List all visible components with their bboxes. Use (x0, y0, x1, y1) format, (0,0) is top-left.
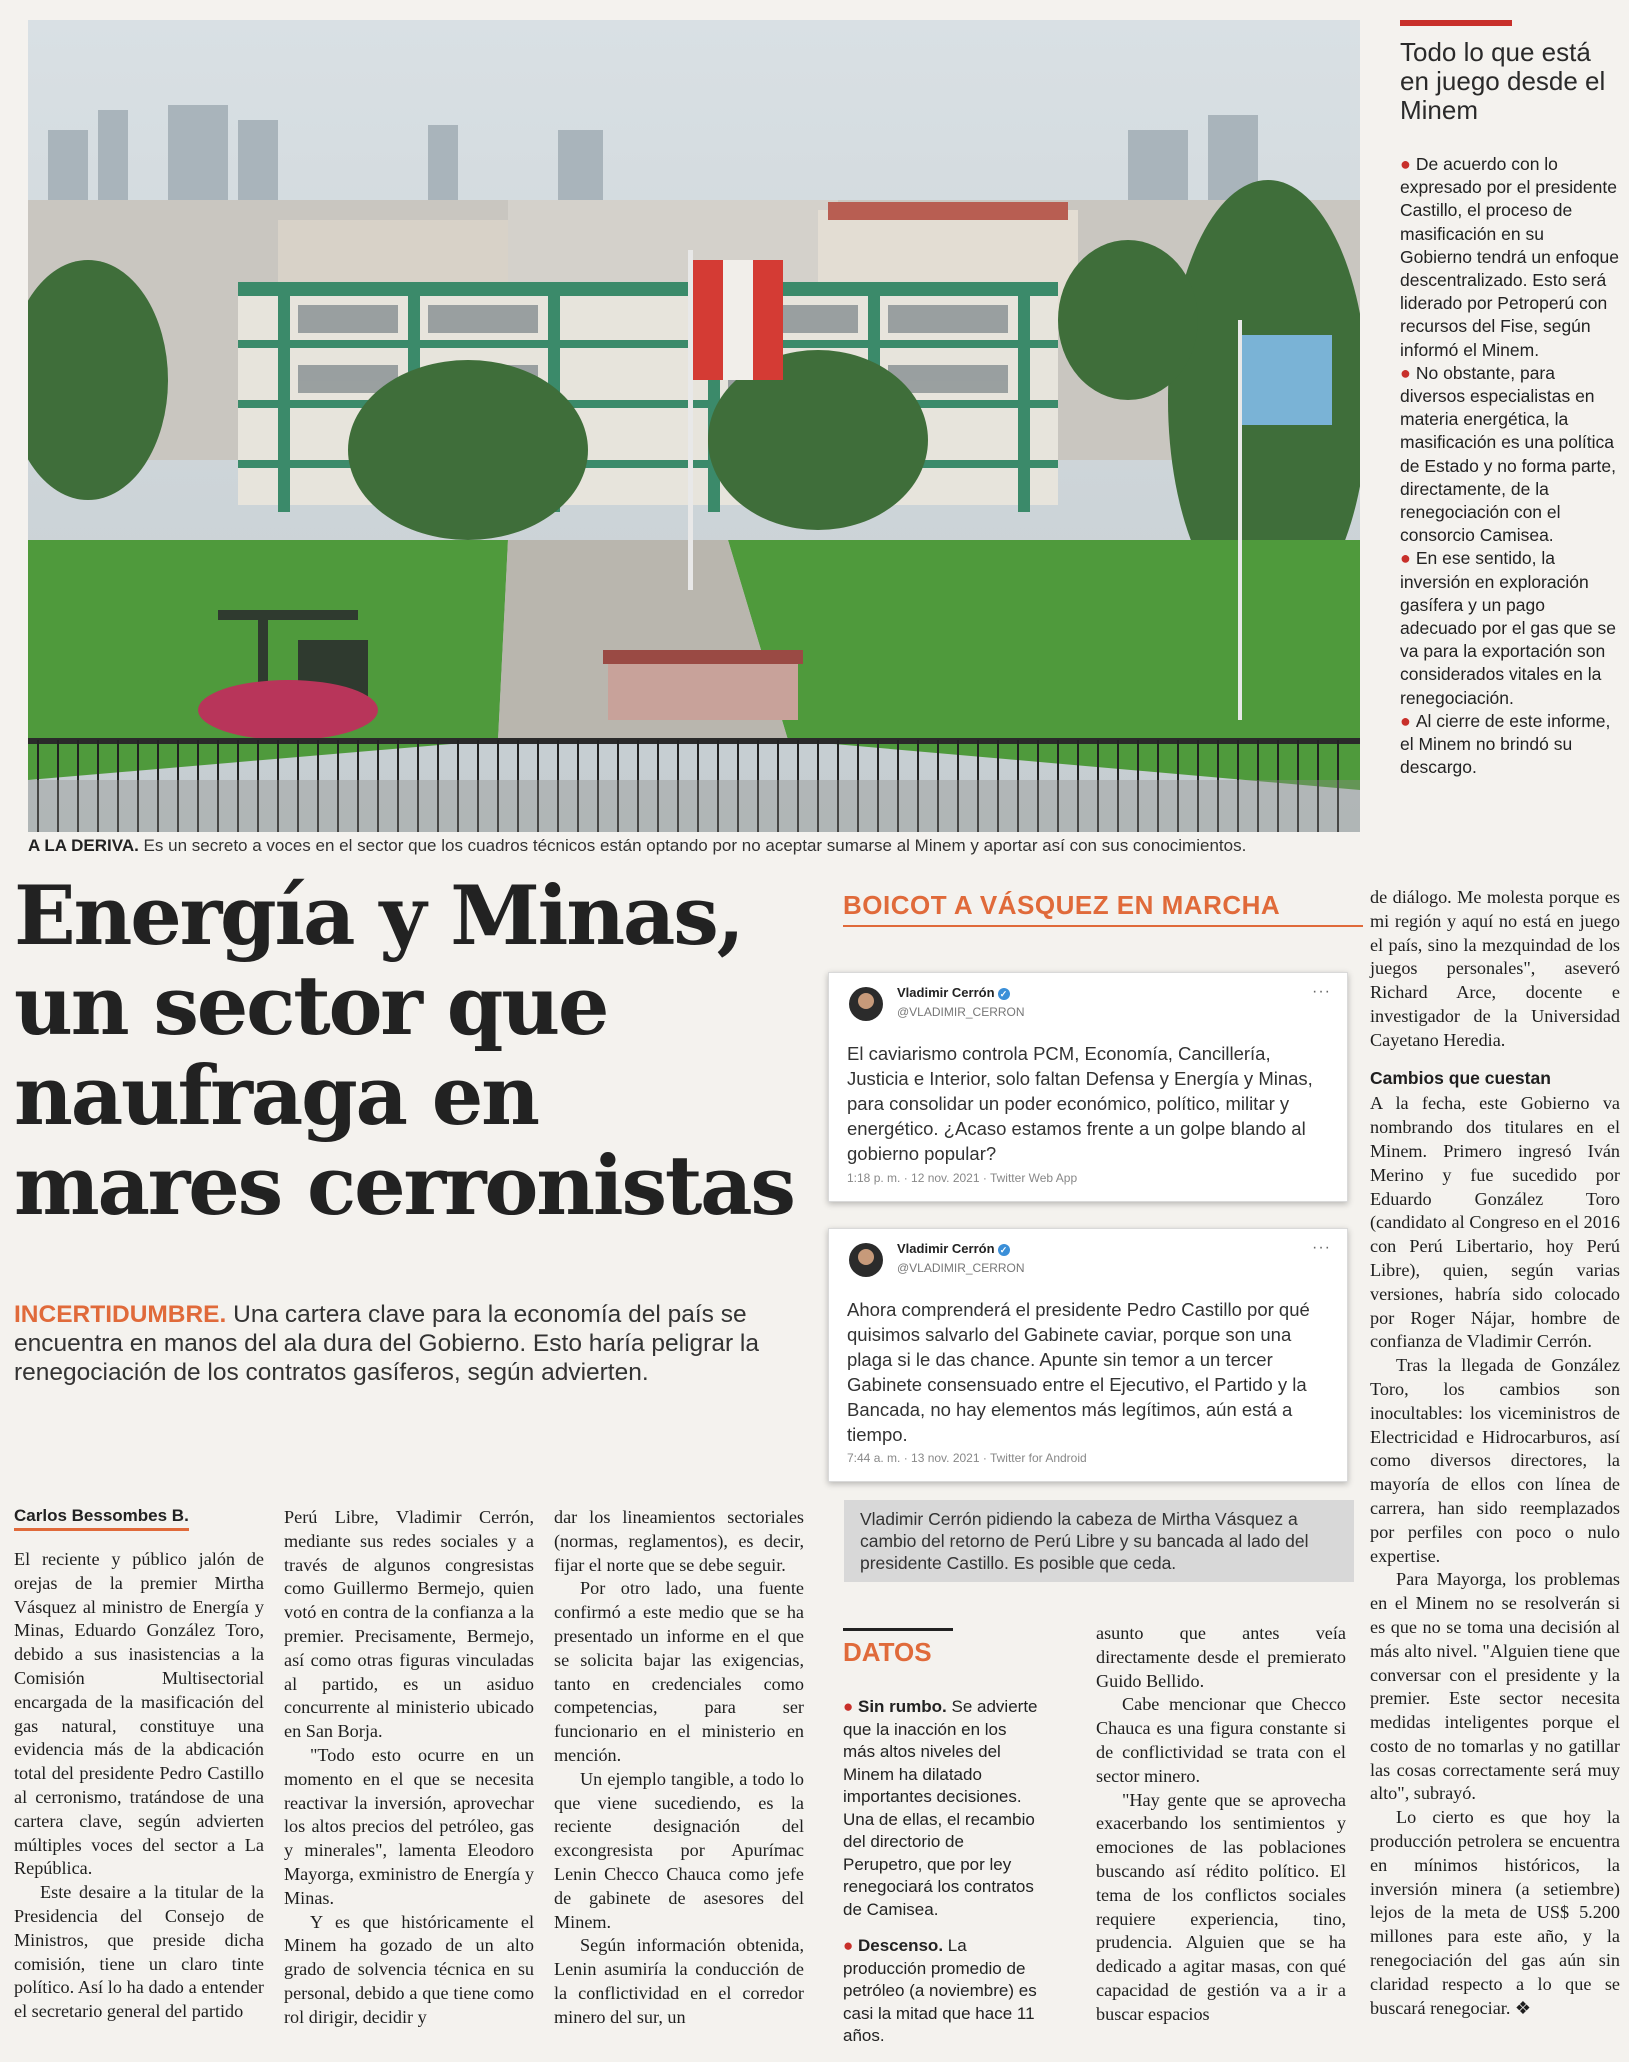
paragraph: Por otro lado, una fuente confirmó a este medio que se ha presentado un informe en el que se solicita bajar las exigencias, tanto en credenciales como competencias, para ser funcionario en el ministerio en mención. (554, 1578, 804, 1765)
paragraph: El reciente y público jalón de orejas de la premier Mirtha Vásquez al ministro de Energía y Minas, Eduardo González Toro, debido a sus inasistencias a la Comisión Multisectorial encargada de la masificación del gas natural, constituye una evidencia más de la abdicación total del presidente Pedro Castillo al cerronismo, tratándose de una cartera clave, según advierten múltiples voces del sector a La República. (14, 1549, 264, 1879)
article-column-4 (1096, 1622, 1346, 2027)
sidebar-bullet-text: Al cierre de este informe, el Minem no brindó su descargo. (1400, 710, 1611, 778)
paragraph: Cabe mencionar que Checco Chauca es una figura constante si de conflictividad se trata con el sector minero. (1096, 1694, 1346, 1786)
tweet-meta: 7:44 a. m. · 13 nov. 2021 · Twitter for Android (847, 1451, 1087, 1465)
tweet-author (897, 1241, 1010, 1256)
tweet-author (897, 985, 1010, 1000)
avatar (849, 987, 883, 1021)
paragraph: Y es que históricamente el Minem ha gozado de un alto grado de solvencia técnica en su personal, debido a que tiene como rol dirigir, decidir y (284, 1911, 534, 2027)
sidebar-bullet-text: No obstante, para diversos especialistas en materia energética, la masificación es una política de Estado y no forma parte, directamente, de la renegociación con el consorcio Camisea. (1400, 362, 1616, 546)
bullet-dot-icon: ● (843, 1936, 858, 1955)
paragraph: Según información obtenida, Lenin asumiría la conducción de la conflictividad en el corredor minero del sur, un (554, 1935, 804, 2027)
sidebar-bullet (1400, 710, 1620, 780)
boicot-caption: Vladimir Cerrón pidiendo la cabeza de Mirtha Vásquez a cambio del retorno de Perú Libre y su bancada al lado del presidente Castillo. Es posible que ceda. (844, 1500, 1354, 1582)
sidebar-bullet-text: De acuerdo con lo expresado por el presidente Castillo, el proceso de masificación en su Gobierno tendrá un enfoque descentralizado. Esto será liderado por Petroperú con recursos del Fise, según informó el Minem. (1400, 154, 1619, 360)
paragraph: A la fecha, este Gobierno va nombrando dos titulares en el Minem. Primero ingresó Iván Merino y fue sucedido por Eduardo González Toro (candidato al Congreso en el 2016 con Perú Libertario, hoy Perú Libre), quien, según varias versiones, habría sido colocado por Roger Nájar, hombre de confianza de Vladimir Cerrón. (1370, 1093, 1620, 1352)
lede (14, 1300, 814, 1387)
paragraph: de diálogo. Me molesta porque es mi región y aquí no está en juego el país, sino la mezquindad de los juegos personales", aseveró Richard Arce, docente e investigador de la Universidad Cayetano Heredia. (1370, 887, 1620, 1050)
paragraph: "Todo esto ocurre en un momento en el que se necesita reactivar la inversión, aprovechar los altos precios del petróleo, gas y minerales", lamenta Eleodoro Mayorga, exministro de Energía y Minas. (284, 1744, 534, 1908)
tweet-card (828, 972, 1348, 1202)
sidebar-accent-bar (1400, 20, 1512, 26)
boicot-section-title: BOICOT A VÁSQUEZ EN MARCHA (843, 890, 1363, 927)
datos-item (843, 1935, 1043, 2048)
article-column-5 (1370, 886, 1620, 2020)
bullet-dot-icon: ● (843, 1697, 858, 1716)
paragraph: Tras la llegada de González Toro, los cambios son inocultables: los viceministros de Electricidad e Hidrocarburos, así como diversos directores, la mayoría de ellos con línea de carrera, han sido reemplazados por perfiles con poco o nulo expertise. (1370, 1355, 1620, 1566)
paragraph: Perú Libre, Vladimir Cerrón, mediante sus redes sociales y a través de algunos congresistas como Guillermo Bermejo, quien votó en contra de la confianza a la premier. Precisamente, Bermejo, así como otras figuras vinculadas al partido, es un asiduo concurrente al ministerio ubicado en San Borja. (284, 1507, 534, 1742)
sidebar-bullet (1400, 362, 1620, 548)
tweet-author-name: Vladimir Cerrón (897, 985, 995, 1000)
lede-kicker: INCERTIDUMBRE. (14, 1301, 227, 1328)
ministry-photo (28, 20, 1360, 832)
paragraph: Para Mayorga, los problemas en el Minem no se resolverán si es que no se toma una decisión al más alto nivel. "Alguien tiene que conversar con el presidente y la premier. Este sector necesita medidas inteligentes porque el costo de no tomarlas y no gatillar las cosas correctamente será muy alto", subrayó. (1370, 1569, 1620, 1804)
photo-caption (28, 836, 1368, 856)
tweet-handle: @VLADIMIR_CERRON (897, 1005, 1025, 1019)
byline: Carlos Bessombes B. (14, 1506, 189, 1531)
bullet-dot-icon: ● (1400, 710, 1416, 731)
datos-item-text: Se advierte que la inacción en los más altos niveles del Minem ha dilatado importantes decisiones. Una de ellas, el recambio del directorio de Perupetro, que por ley renegociará los contratos de Camisea. (843, 1697, 1038, 1919)
more-options-icon: ··· (1312, 983, 1331, 1000)
avatar (849, 1243, 883, 1277)
paragraph: Este desaire a la titular de la Presidencia del Consejo de Ministros, que preside dicha comisión, tiene un claro tinte político. Así lo ha dado a entender el secretario general del partido (14, 1882, 264, 2022)
datos-item-lead: Descenso. (858, 1936, 944, 1955)
headline: Energía y Minas, un sector que naufraga en mares cerronistas (14, 869, 794, 1234)
verified-icon: ✓ (998, 1244, 1010, 1256)
sidebar-bullet (1400, 547, 1620, 709)
datos-title: DATOS (843, 1628, 953, 1668)
tweet-text: El caviarismo controla PCM, Economía, Cancillería, Justicia e Interior, solo faltan Defensa y Energía y Minas, para consolidar un poder económico, político, militar y energético. ¿Acaso estamos frente a un golpe blando al gobierno popular? (847, 1043, 1313, 1164)
tweet-text: Ahora comprenderá el presidente Pedro Castillo por qué quisimos salvarlo del Gabinete caviar, porque son una plaga si le das chance. Apunte sin temor a un tercer Gabinete consensuado entre el Ejecutivo, el Partido y la Bancada, no hay elementos más legítimos, aún está a tiempo. (847, 1299, 1310, 1445)
article-column-3 (554, 1506, 804, 2030)
paragraph: Lo cierto es que hoy la producción petrolera se encuentra en mínimos históricos, la inversión minera (a setiembre) lejos de la meta de US$ 5.200 millones para este año, y la renegociación del gas aún sin claridad respecto a lo que se buscará renegociar. ❖ (1370, 1807, 1620, 2018)
caption-kicker: A LA DERIVA. (28, 836, 139, 855)
sidebar-title: Todo lo que está en juego desde el Minem (1400, 37, 1606, 125)
tweet-meta: 1:18 p. m. · 12 nov. 2021 · Twitter Web App (847, 1171, 1078, 1185)
sidebar-bullet (1400, 153, 1620, 362)
paragraph: asunto que antes veía directamente desde el premierato Guido Bellido. (1096, 1623, 1346, 1691)
subheading: Cambios que cuestan (1370, 1067, 1551, 1088)
sidebar-bullet-text: En ese sentido, la inversión en exploración gasífera y un pago adecuado por el gas que se va para la exportación son considerados vitales en la renegociación. (1400, 548, 1616, 708)
paragraph: Un ejemplo tangible, a todo lo que viene sucediendo, es la reciente designación del excongresista por Apurímac Lenin Checco Chauca como jefe de gabinete de asesores del Minem. (554, 1768, 804, 1932)
tweet-card (828, 1228, 1348, 1482)
datos-item (843, 1696, 1043, 1921)
bullet-dot-icon: ● (1400, 548, 1416, 569)
bullet-dot-icon: ● (1400, 154, 1416, 174)
paragraph: "Hay gente que se aprovecha exacerbando los sentimientos y emociones de las poblaciones buscando así rédito político. El tema de los conflictos sociales requiere experiencia, tino, prudencia. Alguien que se ha dedicado a agitar masas, con qué capacidad de gestión va a ir a buscar espacios (1096, 1789, 1346, 2024)
lede-text: Una cartera clave para la economía del país se encuentra en manos del ala dura del Gobierno. Esto haría peligrar la renegociación de los contratos gasíferos, según advierten. (14, 1301, 759, 1386)
paragraph: dar los lineamientos sectoriales (normas, reglamentos), es decir, fijar el norte que se debe seguir. (554, 1507, 804, 1575)
datos-box (843, 1696, 1043, 2062)
caption-text: Es un secreto a voces en el sector que los cuadros técnicos están optando por no aceptar sumarse al Minem y aportar así con sus conocimientos. (138, 836, 1247, 855)
tweet-author-name: Vladimir Cerrón (897, 1241, 995, 1256)
article-column-2 (284, 1506, 534, 2030)
datos-item-text: La producción promedio de petróleo (a noviembre) es casi la mitad que hace 11 años. (843, 1936, 1037, 2045)
more-options-icon: ··· (1312, 1239, 1331, 1256)
datos-item-lead: Sin rumbo. (858, 1697, 947, 1716)
verified-icon: ✓ (998, 988, 1010, 1000)
sidebar-box (1400, 20, 1620, 779)
tweet-handle: @VLADIMIR_CERRON (897, 1261, 1025, 1275)
article-column-1 (14, 1548, 264, 2024)
bullet-dot-icon: ● (1400, 362, 1416, 383)
